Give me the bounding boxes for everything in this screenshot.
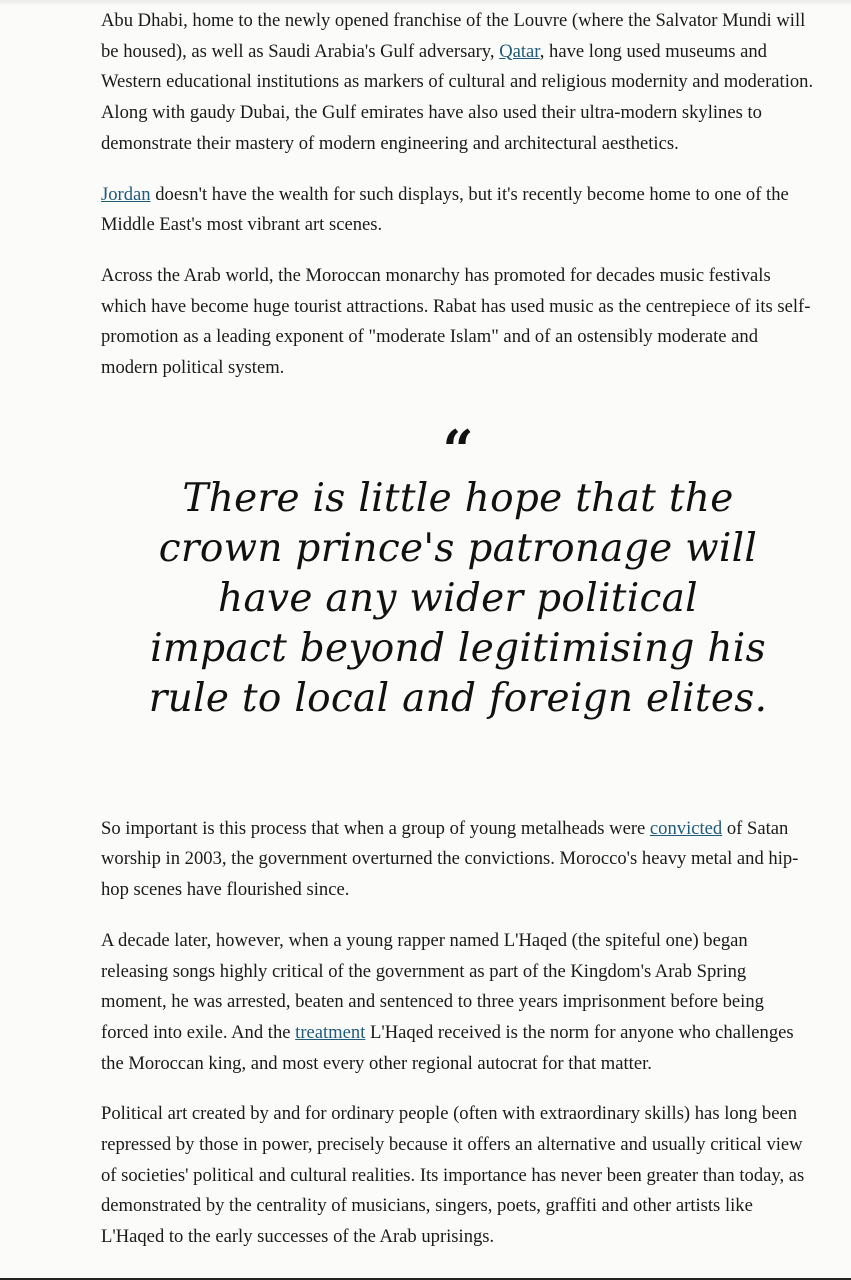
article-body: [101, 6, 815, 1273]
text: , have long used museums and Western educational institutions as markers of cultural and religious modernity and moderation. Along with gaudy Dubai, the Gulf emirates have also used their ultra-modern skylines to demonstrate their mastery of modern engineering and architectural aesthetics.: [101, 40, 814, 154]
pull-quote: [101, 428, 815, 814]
text: A decade later, however, when a young rapper named L'Haqed (the spiteful one) began releasing songs highly critical of the government as part of the Kingdom's Arab Spring moment, he was arrested, beaten and sentenced to three years imprisonment before being forced into exile. And the: [101, 929, 764, 1043]
pull-quote-text: There is little hope that the crown prince's patronage will have any wider political impact beyond legitimising his rule to local and foreign elites.: [148, 475, 768, 721]
paragraph-jordan: [101, 180, 815, 241]
quote-mark-icon: “: [442, 427, 474, 468]
paragraph-metalheads: [101, 814, 815, 906]
link-jordan[interactable]: Jordan: [101, 183, 151, 205]
paragraph-abu-dhabi: [101, 6, 815, 160]
text: So important is this process that when a group of young metalheads were: [101, 817, 650, 839]
link-treatment[interactable]: treatment: [295, 1021, 366, 1043]
text: Abu Dhabi, home to the newly opened franchise of the Louvre (where the Salvator Mundi will be housed), as well as Saudi Arabia's Gulf adversary,: [101, 10, 806, 62]
paragraph-lhaqed: [101, 926, 815, 1080]
paragraph-moroccan-monarchy: Across the Arab world, the Moroccan monarchy has promoted for decades music festivals which have become huge tourist attractions. Rabat has used music as the centrepiece of its self-promotion as a leading exponent of "moderate Islam" and of an ostensibly moderate and modern political system.: [101, 264, 811, 379]
link-convicted[interactable]: convicted: [649, 817, 723, 839]
text: doesn't have the wealth for such displays, but it's recently become home to one of the Middle East's most vibrant art scenes.: [101, 183, 789, 236]
link-qatar[interactable]: Qatar: [499, 40, 540, 62]
paragraph-political-art: Political art created by and for ordinary people (often with extraordinary skills) has long been repressed by those in power, precisely because it offers an alternative and usually critical view of societies' political and cultural realities. Its importance has never been greater than today, as demonstrated by the centrality of musicians, singers, poets, graffiti and other artists like L'Haqed to the early successes of the Arab uprisings.: [101, 1103, 805, 1248]
text: L'Haqed received is the norm for anyone who challenges the Moroccan king, and most every other regional autocrat for that matter.: [101, 1021, 794, 1074]
text: of Satan worship in 2003, the government overturned the convictions. Morocco's heavy metal and hip-hop scenes have flourished since.: [101, 817, 799, 901]
